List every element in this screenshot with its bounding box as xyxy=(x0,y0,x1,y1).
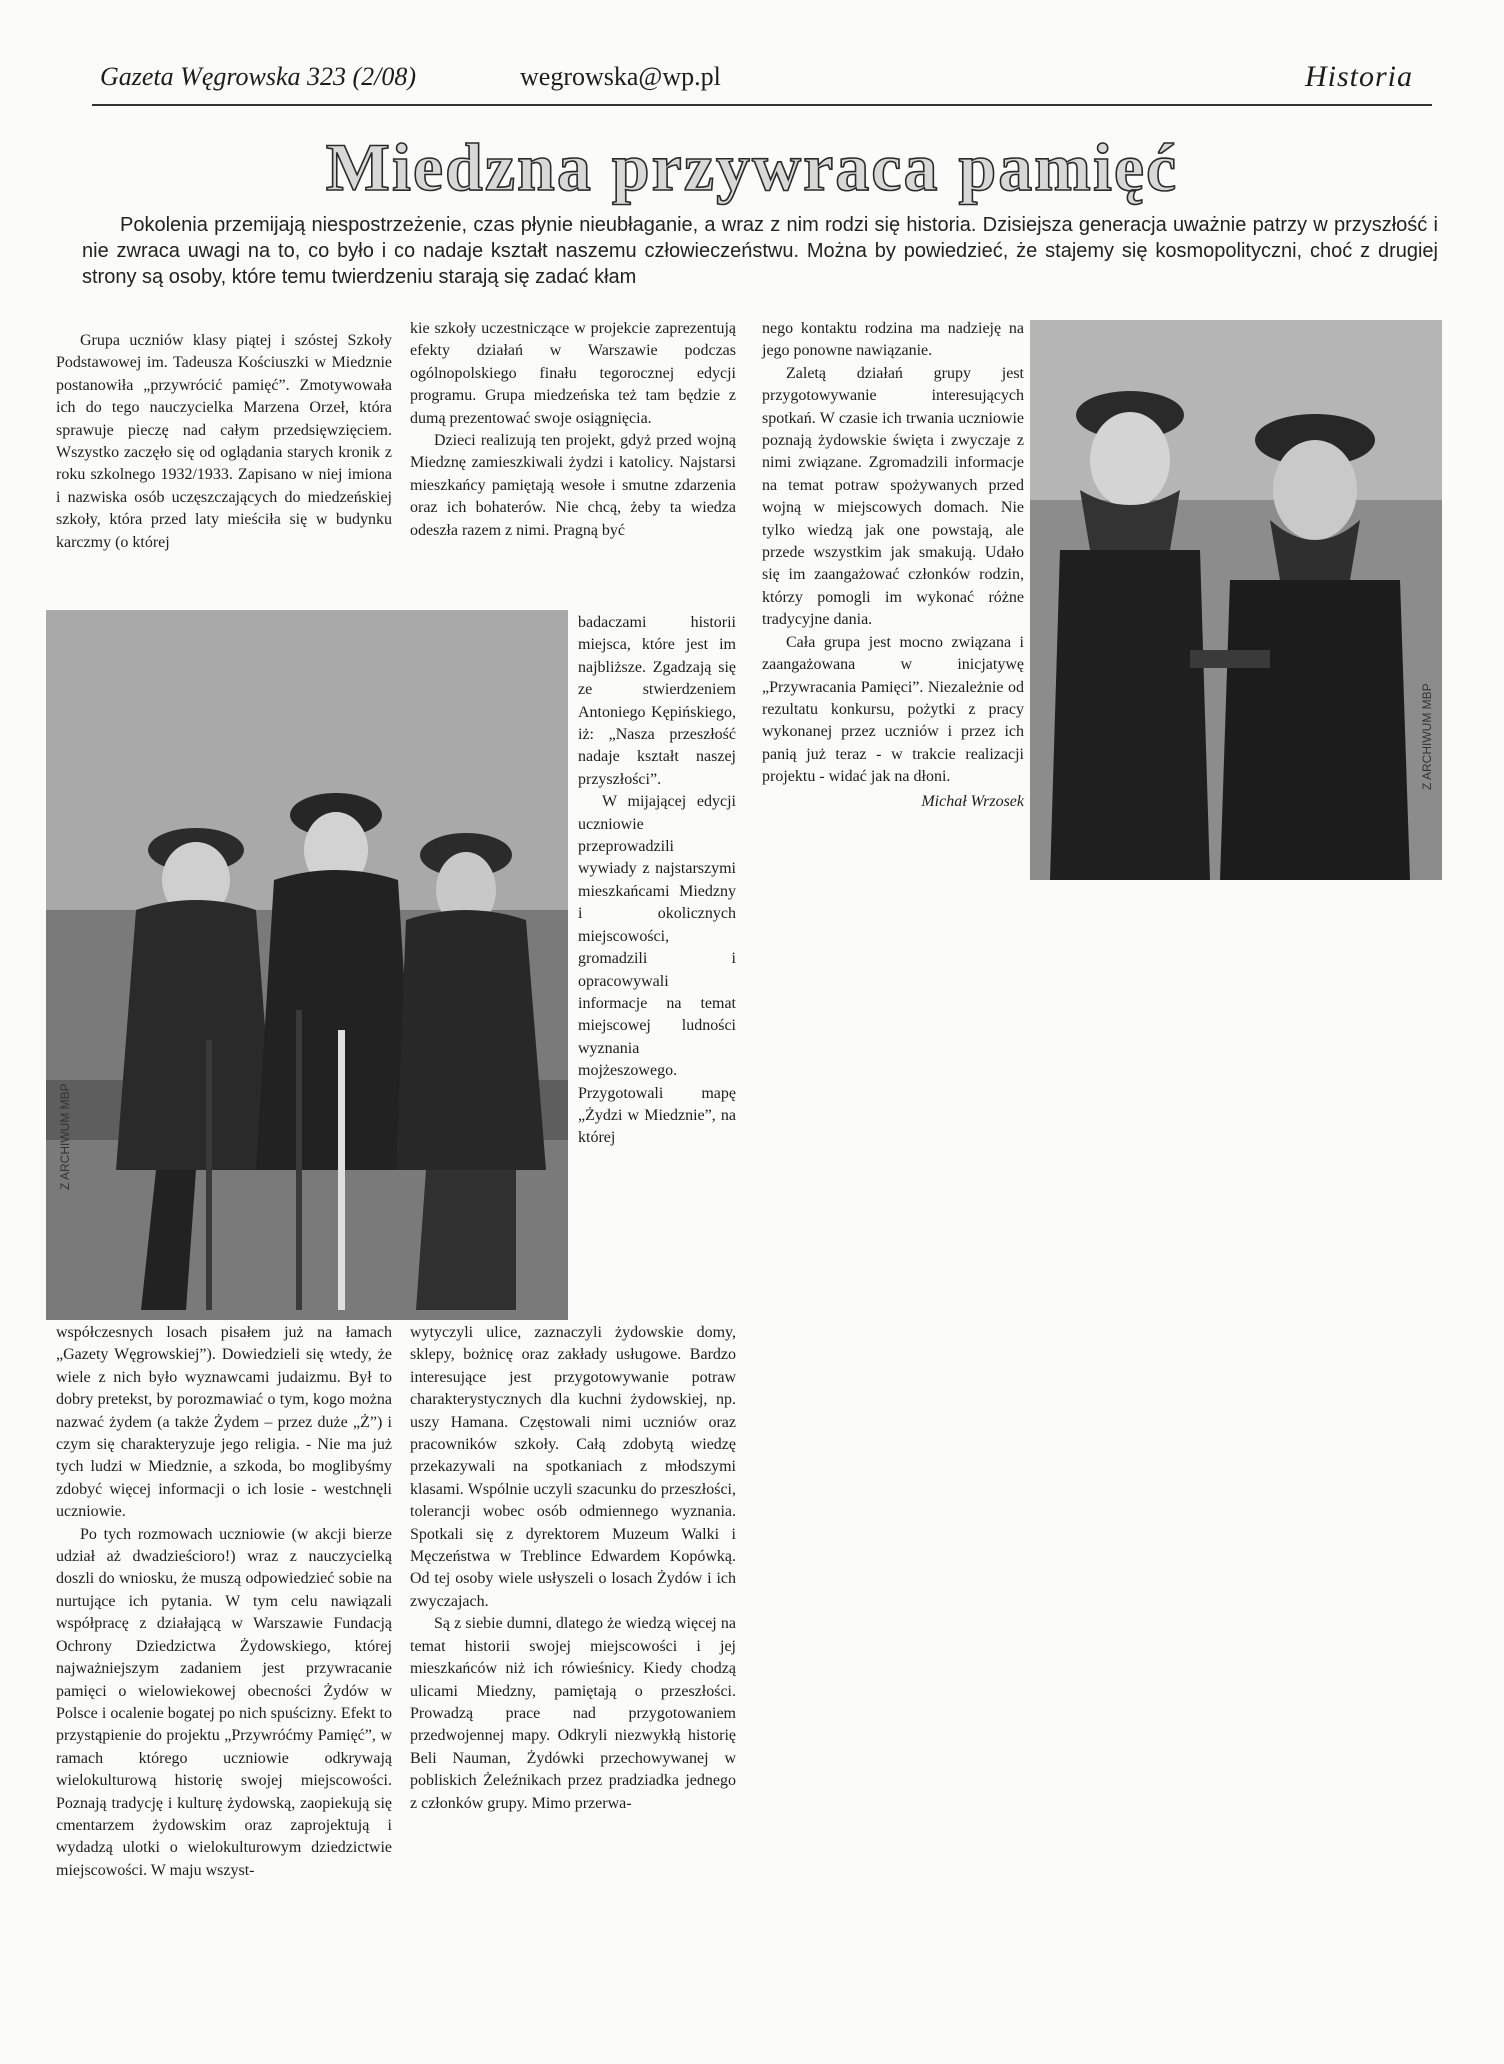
publication-name: Gazeta Węgrowska 323 (2/08) xyxy=(100,62,417,91)
paragraph: Grupa uczniów klasy piątej i szóstej Szkoły Podstawowej im. Tadeusza Kościuszki w Miedznie postanowiła „przywrócić pamięć”. Zmotywowała ich do tego nauczycielka Marzena Orzeł, która sprawuje pieczę nad całym przedsięwzięciem. Wszystko zaczęło się od oglądania starych kronik z roku szkolnego 1932/1933. Zapisano w niej imiona i nazwiska osób uczęszczających do miedzeńskiej szkoły, która przed laty mieściła się w budynku karczmy (o której xyxy=(56,332,392,551)
paragraph: Cała grupa jest mocno związana i zaangażowana w inicjatywę „Przywracania Pamięci”. Niezależnie od rezultatu konkursu, pożytki z pracy wykonanej przez uczniów i przez ich panią już teraz - w trakcie realizacji projektu - widać jak na dłoni. xyxy=(762,633,1024,786)
paragraph: W mijającej edycji uczniowie przeprowadzili wywiady z najstarszymi mieszkańcami Miedzny i okolicznych miejscowości, gromadzili i opracowywali informacje na temat miejscowej ludności wyznania mojżeszowego. Przygotowali mapę „Żydzi w Miedznie”, na której xyxy=(578,793,736,1147)
paragraph: Dzieci realizują ten projekt, gdyż przed wojną Miedznę zamieszkiwali żydzi i katolicy. Najstarsi mieszkańcy pamiętają wesołe i smutne zdarzenia oraz ich bohaterów. Nie chcą, żeby ta wiedza odeszła razem z nimi. Pragną być xyxy=(410,432,736,539)
article-title: Miedzna przywraca pamięć xyxy=(325,129,1179,205)
paragraph: Są z siebie dumni, dlatego że wiedzą więcej na temat historii swojej miejscowości i jej mieszkańców niż ich rówieśnicy. Kiedy chodzą ulicami Miedzny, pamiętają o przeszłości. Prowadzą prace nad przygotowaniem przedwojennej mapy. Odkryli niezwykłą historię Beli Nauman, Żydówki przechowywanej w pobliskich Żeleźnikach przez pradziadka jednego z członków grupy. Mimo przerwa- xyxy=(410,1615,736,1812)
photo2-credit: Z ARCHIWUM MBP xyxy=(1420,683,1434,790)
column1-bottom xyxy=(56,1322,392,1882)
column2-top xyxy=(410,318,736,542)
paragraph: nego kontaktu rodzina ma nadzieję na jego ponowne nawiązanie. xyxy=(762,320,1024,360)
photo-two-men-image xyxy=(1030,320,1442,880)
column3 xyxy=(762,318,1024,813)
contact-email: wegrowska@wp.pl xyxy=(520,62,721,91)
column2-narrow xyxy=(578,612,736,1150)
paragraph: Po tych rozmowach uczniowie (w akcji bierze udział aż dwadzieścioro!) wraz z nauczycielką doszli do wniosku, że muszą odpowiedzieć sobie na nurtujące ich pytania. W tym celu nawiązali współpracę z działającą w Warszawie Fundacją Ochrony Dziedzictwa Żydowskiego, której najważniejszym zadaniem jest przywracanie pamięci o wielowiekowej obecności Żydów w Polsce i ocalenie bogatej po nich spuścizny. Efekt to przystąpienie do projektu „Przywróćmy Pamięć”, w ramach którego uczniowie odkrywają wielokulturową historię swojej miejscowości. Poznają tradycję i kulturę żydowską, zaopiekują się cmentarzem żydowskim oraz zaprojektują i wydadzą ulotki o wielokulturowym dziedzictwie miejscowości. W maju wszyst- xyxy=(56,1525,392,1879)
article-lead: Pokolenia przemijają niespostrzeżenie, czas płynie nieubłaganie, a wraz z nim rodzi się historia. Dzisiejsza generacja uważnie patrzy w przyszłość i nie zwraca uwagi na to, co było i co nadaje kształt naszemu człowieczeństwu. Można by powiedzieć, że stajemy się kosmopolityczni, choć z drugiej strony są osoby, które temu twierdzeniu starają się zadać kłam xyxy=(82,214,1438,288)
photo-three-men-image xyxy=(46,610,568,1320)
paragraph: wytyczyli ulice, zaznaczyli żydowskie domy, sklepy, bożnicę oraz zakłady usługowe. Bardzo interesujące jest przygotowywanie potraw charakterystycznych dla kuchni żydowskiej, np. uszy Hamana. Częstowali nimi uczniów oraz pracowników szkoły. Całą zdobytą wiedzę przekazywali na spotkaniach z młodszymi klasami. Wspólnie uczyli szacunku do przeszłości, tolerancji wobec osób odmiennego wyznania. Spotkali się z dyrektorem Muzeum Walki i Męczeństwa w Treblince Edwardem Kopówką. Od tej osoby wiele usłyszeli o losach Żydów i ich zwyczajach. xyxy=(410,1324,736,1610)
header-rule xyxy=(92,104,1432,106)
photo-three-men xyxy=(46,610,568,1320)
article-author: Michał Wrzosek xyxy=(921,792,1024,810)
column2-bottom xyxy=(410,1322,736,1815)
paragraph: kie szkoły uczestniczące w projekcie zaprezentują efekty działań w Warszawie podczas ogólnopolskiego finału tegorocznej edycji programu. Grupa miedzeńska też tam będzie z dumą prezentować swoje osiągnięcia. xyxy=(410,320,736,427)
paragraph: Zaletą działań grupy jest przygotowywanie interesujących spotkań. W czasie ich trwania uczniowie poznają żydowskie święta i zwyczaje z nimi związane. Zgromadzili informacje na temat potraw spożywanych przed wojną w miejscowych domach. Nie tylko wiedzą jak one powstają, ale przede wszystkim jak smakują. Udało się im zaangażować członków rodzin, którzy pomogli im wykonać różne tradycyjne dania. xyxy=(762,364,1024,629)
photo-two-men xyxy=(1030,320,1442,880)
photo1-credit: Z ARCHIWUM MBP xyxy=(58,1083,72,1190)
section-label: Historia xyxy=(1305,60,1414,93)
paragraph: współczesnych losach pisałem już na łamach „Gazety Węgrowskiej”). Dowiedzieli się wtedy, że wiele z nich było wyznawcami judaizmu. Był to dobry pretekst, by porozmawiać o tym, kogo można nazwać żydem (a także Żydem – przez duże „Ż”) i czym się charakteryzuje jego religia. - Nie ma już tych ludzi w Miedznie, a szkoda, bo moglibyśmy zdobyć więcej informacji o ich losie - westchnęli uczniowie. xyxy=(56,1324,392,1521)
column1-top xyxy=(56,330,392,554)
paragraph: badaczami historii miejsca, które jest im najbliższe. Zgadzają się ze stwierdzeniem Antoniego Kępińskiego, iż: „Nasza przeszłość nadaje kształt naszej przyszłości”. xyxy=(578,614,736,788)
